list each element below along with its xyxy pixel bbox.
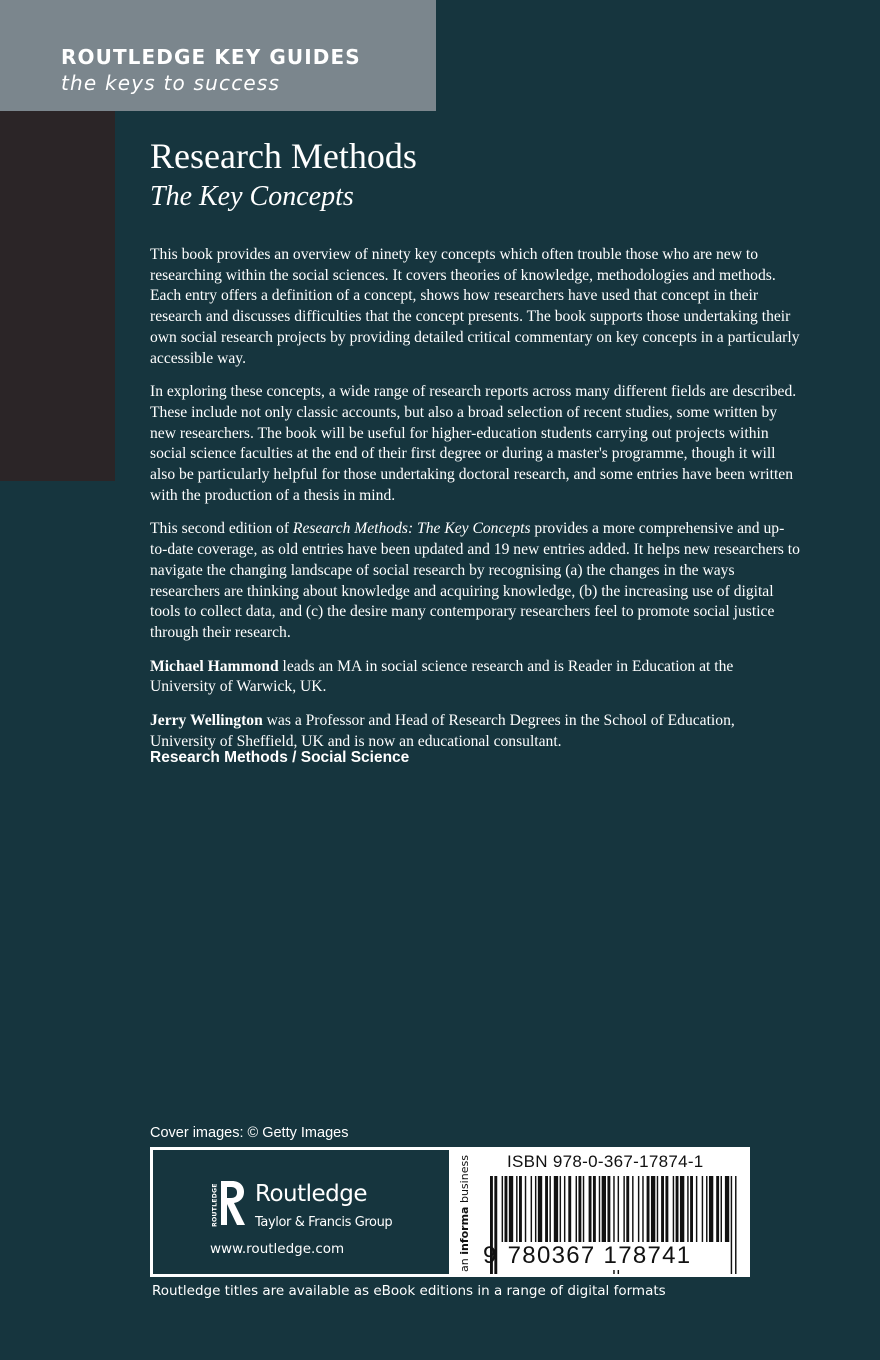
series-name: ROUTLEDGE KEY GUIDES <box>61 45 361 69</box>
barcode-bar <box>706 1176 707 1242</box>
barcode-bar <box>502 1176 503 1242</box>
barcode-bar <box>602 1176 606 1242</box>
barcode-bar <box>731 1176 732 1274</box>
title-block <box>150 134 417 214</box>
barcode-bar <box>709 1176 713 1242</box>
barcode-bar <box>721 1176 722 1242</box>
barcode-bar <box>538 1176 542 1242</box>
barcode-bar <box>568 1176 571 1242</box>
barcode-bar <box>535 1176 536 1242</box>
barcode-bar <box>647 1176 650 1242</box>
barcode-bar <box>651 1176 655 1242</box>
barcode-bar <box>632 1176 633 1242</box>
barcode-bar <box>578 1176 581 1242</box>
series-tagline: the keys to success <box>61 71 281 95</box>
barcode-bar <box>554 1176 558 1242</box>
publisher-url[interactable]: www.routledge.com <box>210 1241 345 1257</box>
barcode-bar <box>560 1176 561 1242</box>
barcode-bar <box>661 1176 664 1242</box>
publisher-group: Taylor & Francis Group <box>255 1215 393 1230</box>
publisher-barcode-panel <box>150 1147 750 1277</box>
barcode-bar <box>638 1176 639 1242</box>
barcode-bar <box>564 1176 565 1242</box>
barcode-bar <box>525 1176 526 1242</box>
barcode-bar <box>531 1176 532 1242</box>
barcode-bar <box>702 1176 703 1242</box>
barcode-bar <box>626 1176 629 1242</box>
barcode-bar <box>509 1176 513 1242</box>
book-title: Research Methods <box>150 136 417 176</box>
barcode-bar <box>680 1176 684 1242</box>
isbn-digit-group-2: 178741 <box>603 1242 692 1269</box>
author-name-1: Michael Hammond <box>150 657 279 675</box>
isbn-digit-lead: 9 <box>483 1242 498 1269</box>
barcode-bar <box>642 1176 643 1242</box>
barcode-bar <box>687 1176 688 1242</box>
informa-suffix: business <box>458 1155 471 1207</box>
author-name-2: Jerry Wellington <box>150 712 263 730</box>
isbn-digit-group-1: 780367 <box>507 1242 596 1269</box>
barcode-bar <box>735 1176 736 1274</box>
barcode-bar <box>607 1176 610 1242</box>
series-band <box>0 0 436 111</box>
barcode-bar <box>549 1176 550 1242</box>
barcode-bar <box>516 1176 517 1242</box>
routledge-logo-vertical-text: ROUTLEDGE <box>211 1183 219 1227</box>
barcode-bar <box>505 1176 508 1242</box>
blurb-paragraph-3 <box>150 519 800 643</box>
blurb-book-title-italic: Research Methods: The Key Concepts <box>292 520 531 538</box>
subject-category: Research Methods / Social Science <box>150 749 410 766</box>
back-cover-blurb <box>150 245 800 765</box>
barcode-bar <box>576 1176 577 1242</box>
author-bio-2 <box>150 711 800 752</box>
isbn-digits <box>483 1241 697 1271</box>
barcode-bar <box>589 1176 592 1242</box>
publisher-name: Routledge <box>255 1181 368 1207</box>
barcode-bar <box>716 1176 719 1242</box>
blurb-paragraph-3-prefix: This second edition of <box>150 520 293 538</box>
barcode-bar <box>676 1176 679 1242</box>
author-bio-text-2: was a Professor and Head of Research Degrees in the School of Education, University of Sheffield, UK and is now an educational consultant. <box>150 712 735 750</box>
decorative-strip <box>0 111 115 481</box>
informa-name: informa <box>458 1206 471 1255</box>
ebook-availability-note: Routledge titles are available as eBook editions in a range of digital formats <box>152 1283 666 1299</box>
barcode-bar <box>725 1176 729 1242</box>
blurb-paragraph-3-suffix: provides a more comprehensive and up-to-date coverage, as old entries have been updated and 19 new entries added. It helps new researchers to navigate the changing landscape of social research by recognising (a) the changes in the ways researchers are thinking about knowledge and acquiring knowledge, (b) the increasing use of digital tools to collect data, and (c) the desire many contemporary researchers feel to promote social justice through their research. <box>150 520 800 641</box>
barcode-bar <box>696 1176 697 1242</box>
cover-image-credit: Cover images: © Getty Images <box>150 1125 349 1141</box>
routledge-r-logo-icon <box>209 1178 247 1228</box>
barcode-bar <box>599 1176 600 1242</box>
barcode-bar <box>583 1176 584 1242</box>
publisher-imprint-block <box>153 1150 449 1274</box>
barcode-bar <box>623 1176 624 1242</box>
barcode-bar <box>673 1176 674 1242</box>
barcode-bar <box>593 1176 596 1242</box>
barcode-bar <box>657 1176 658 1242</box>
author-bio-text-1: leads an MA in social science research and is Reader in Education at the University of Warwick, UK. <box>150 657 734 696</box>
author-bio-1 <box>150 657 800 698</box>
book-subtitle: The Key Concepts <box>150 181 354 212</box>
isbn-label: ISBN 978-0-367-17874-1 <box>507 1152 704 1171</box>
barcode-bar <box>665 1176 668 1242</box>
barcode-bar <box>545 1176 548 1242</box>
blurb-paragraph-1: This book provides an overview of ninety key concepts which often trouble those who are new to researching within the social sciences. It covers theories of knowledge, methodologies and methods. Each entry offers a definition of a concept, shows how researchers have used that concept in their research and discusses difficulties that the concept presents. The book supports those undertaking their own social research projects by providing detailed critical commentary on key concepts in a particularly accessible way. <box>150 246 800 367</box>
barcode-bar <box>519 1176 522 1242</box>
informa-prefix: an <box>458 1254 471 1272</box>
barcode-bar <box>690 1176 693 1242</box>
blurb-paragraph-2: In exploring these concepts, a wide range of research reports across many different fields are described. These include not only classic accounts, but also a broad selection of recent studies, some written by new researchers. The book will be useful for higher-education students carrying out projects within social science faculties at the end of their first degree or during a master's programme, though it will also be particularly helpful for those undertaking doctoral research, and some entries have been written with the production of a thesis in mind. <box>150 383 797 504</box>
informa-business-label <box>459 1152 471 1272</box>
